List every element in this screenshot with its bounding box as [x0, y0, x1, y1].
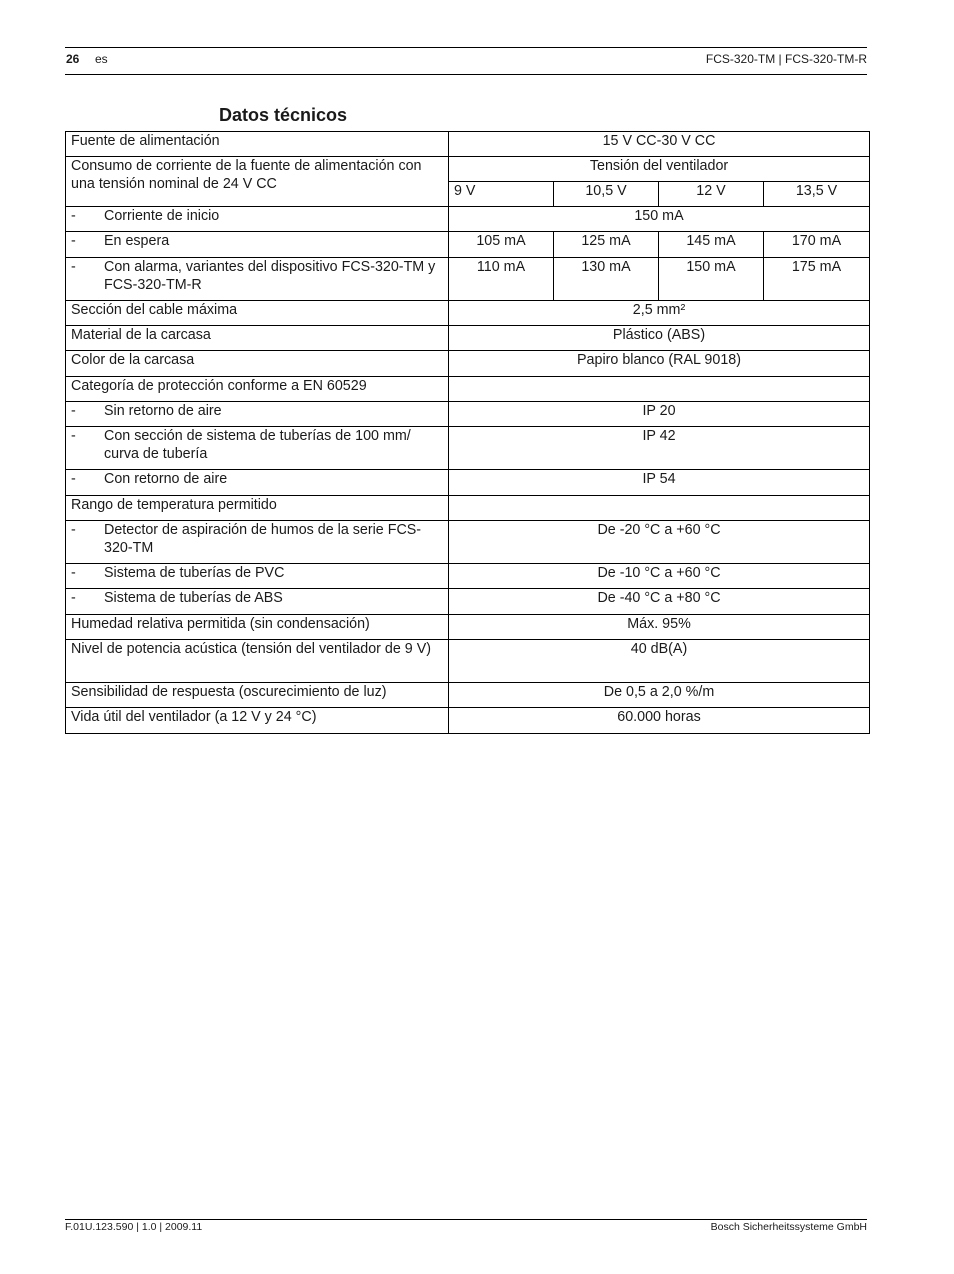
table-row: [66, 301, 870, 326]
row-label: - Con alarma, variantes del dispositivo FCS-320-TM y FCS-320-TM-R: [66, 258, 449, 301]
table-row: [66, 157, 870, 182]
bullet-dash: -: [71, 565, 76, 581]
row-value: IP 42: [449, 427, 870, 470]
table-row: [66, 232, 870, 258]
row-value: Papiro blanco (RAL 9018): [449, 351, 870, 377]
table-row: [66, 470, 870, 496]
row-label: Vida útil del ventilador (a 12 V y 24 °C): [66, 708, 449, 734]
row-label: Sensibilidad de respuesta (oscurecimiento de luz): [66, 683, 449, 708]
table-row: [66, 207, 870, 232]
row-value: De 0,5 a 2,0 %/m: [449, 683, 870, 708]
table-row: [66, 351, 870, 377]
row-value: [449, 377, 870, 402]
row-label: - Corriente de inicio: [66, 207, 449, 232]
table-row: [66, 258, 870, 301]
row-value: De -10 °C a +60 °C: [449, 564, 870, 589]
bullet-dash: -: [71, 428, 76, 444]
page-number: 26: [66, 52, 80, 66]
row-value: IP 20: [449, 402, 870, 427]
row-value: 175 mA: [764, 258, 870, 301]
table-row: [66, 683, 870, 708]
row-label: - Con sección de sistema de tuberías de 100 mm/ curva de tubería: [66, 427, 449, 470]
bullet-dash: -: [71, 590, 76, 606]
page-language: es: [95, 52, 108, 66]
row-label: - Sistema de tuberías de PVC: [66, 564, 449, 589]
row-label: Sección del cable máxima: [66, 301, 449, 326]
voltage-cell: 9 V: [449, 182, 554, 207]
table-row: [66, 589, 870, 615]
row-value: [449, 496, 870, 521]
table-row: [66, 615, 870, 640]
bullet-dash: -: [71, 403, 76, 419]
table-row: [66, 326, 870, 351]
row-value: 150 mA: [659, 258, 764, 301]
table-row: [66, 564, 870, 589]
row-value: 60.000 horas: [449, 708, 870, 734]
row-value: De -40 °C a +80 °C: [449, 589, 870, 615]
row-value: Plástico (ABS): [449, 326, 870, 351]
row-value: 105 mA: [449, 232, 554, 258]
document-title: FCS-320-TM | FCS-320-TM-R: [705, 52, 867, 66]
table-row: [66, 496, 870, 521]
row-value: De -20 °C a +60 °C: [449, 521, 870, 564]
row-label: Rango de temperatura permitido: [66, 496, 449, 521]
table-row: [66, 377, 870, 402]
row-label: - Sistema de tuberías de ABS: [66, 589, 449, 615]
row-label: Material de la carcasa: [66, 326, 449, 351]
row-label: Categoría de protección conforme a EN 60529: [66, 377, 449, 402]
row-label: Humedad relativa permitida (sin condensación): [66, 615, 449, 640]
table-row: [66, 427, 870, 470]
voltage-cell: 12 V: [659, 182, 764, 207]
bullet-dash: -: [71, 522, 76, 538]
row-value: 145 mA: [659, 232, 764, 258]
voltage-cell: 13,5 V: [764, 182, 870, 207]
bullet-dash: -: [71, 208, 76, 224]
row-label: Nivel de potencia acústica (tensión del ventilador de 9 V): [66, 640, 449, 683]
row-value: 150 mA: [449, 207, 870, 232]
technical-data-table: [65, 131, 870, 734]
row-label: - Sin retorno de aire: [66, 402, 449, 427]
table-row: [66, 521, 870, 564]
header-top-rule: [65, 47, 867, 48]
table-row: [66, 640, 870, 683]
row-label: Fuente de alimentación: [66, 132, 449, 157]
row-value: 125 mA: [554, 232, 659, 258]
footer-document-id: F.01U.123.590 | 1.0 | 2009.11: [65, 1221, 203, 1233]
bullet-dash: -: [71, 233, 76, 249]
footer-rule: [65, 1219, 867, 1220]
row-value: 15 V CC-30 V CC: [449, 132, 870, 157]
table-row: [66, 402, 870, 427]
voltage-cell: 10,5 V: [554, 182, 659, 207]
fan-voltage-header: Tensión del ventilador: [449, 157, 870, 182]
row-value: 170 mA: [764, 232, 870, 258]
table-row: [66, 708, 870, 734]
row-label: Color de la carcasa: [66, 351, 449, 377]
row-value: IP 54: [449, 470, 870, 496]
row-value: 2,5 mm²: [449, 301, 870, 326]
bullet-dash: -: [71, 259, 76, 275]
row-label: Consumo de corriente de la fuente de alimentación con una tensión nominal de 24 V CC: [66, 157, 449, 207]
footer-company: Bosch Sicherheitssysteme GmbH: [710, 1221, 867, 1233]
section-title: Datos técnicos: [219, 105, 348, 125]
row-label: - En espera: [66, 232, 449, 258]
table-row: [66, 132, 870, 157]
row-value: 40 dB(A): [449, 640, 870, 683]
row-value: Máx. 95%: [449, 615, 870, 640]
row-value: 110 mA: [449, 258, 554, 301]
row-label: - Detector de aspiración de humos de la serie FCS-320-TM: [66, 521, 449, 564]
row-label: - Con retorno de aire: [66, 470, 449, 496]
bullet-dash: -: [71, 471, 76, 487]
row-value: 130 mA: [554, 258, 659, 301]
header-bottom-rule: [65, 74, 867, 75]
